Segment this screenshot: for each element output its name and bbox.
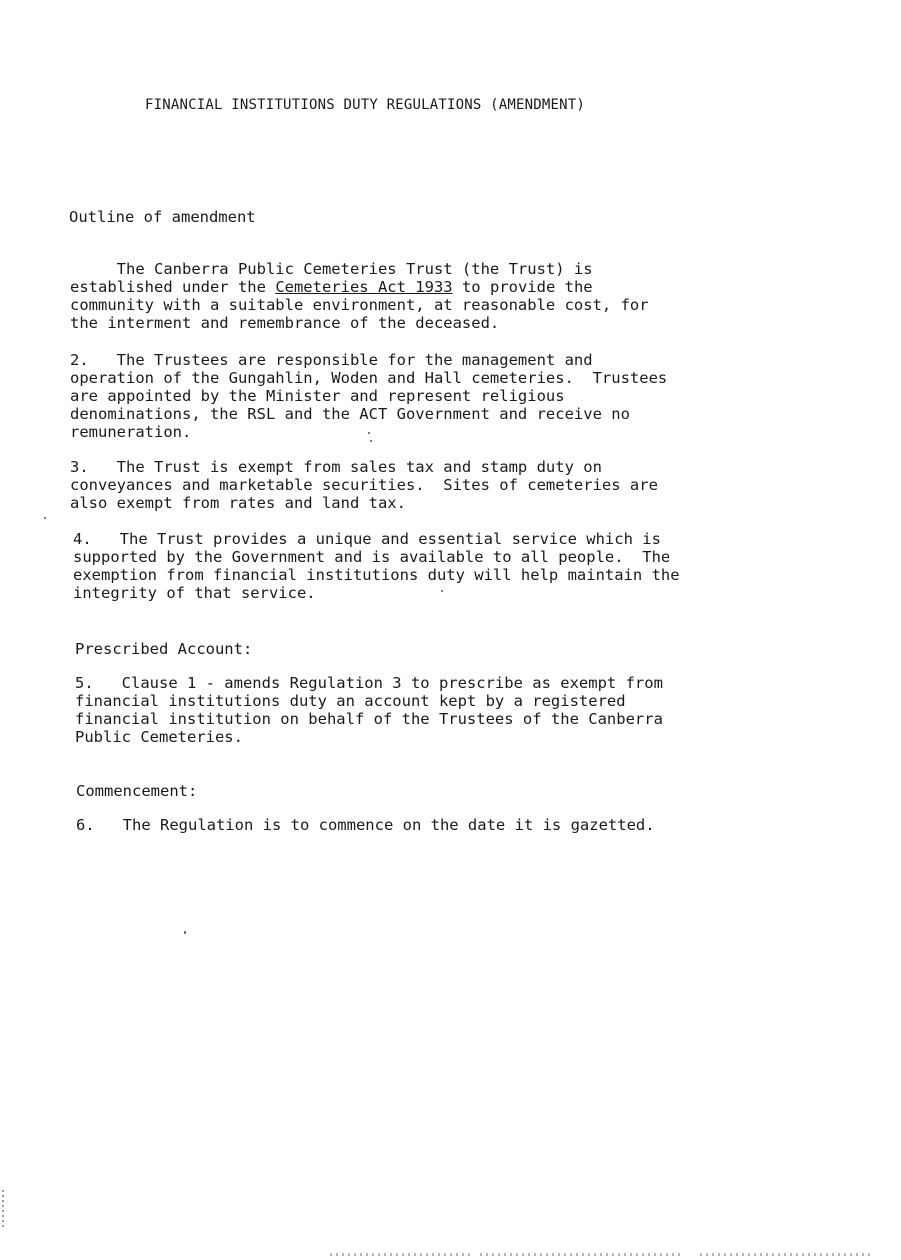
prescribed-account-heading: Prescribed Account:	[75, 640, 253, 658]
paragraph-line: also exempt from rates and land tax.	[70, 494, 406, 512]
paragraph-line: supported by the Government and is available to all people. The	[73, 548, 671, 566]
paragraph-line	[70, 278, 790, 296]
paragraph-line: The Canberra Public Cemeteries Trust (the Trust) is	[70, 260, 593, 278]
scan-speck	[368, 432, 370, 434]
paragraph-line: 2. The Trustees are responsible for the management and	[70, 351, 593, 369]
paragraph-1	[70, 260, 790, 332]
scan-speck	[44, 517, 46, 519]
paragraph-line: operation of the Gungahlin, Woden and Hall cemeteries. Trustees	[70, 369, 668, 387]
outline-heading: Outline of amendment	[69, 208, 256, 226]
paragraph-line: 3. The Trust is exempt from sales tax and stamp duty on	[70, 458, 602, 476]
scan-edge-noise	[700, 1253, 870, 1256]
scan-edge-noise	[330, 1253, 470, 1256]
paragraph-line: integrity of that service.	[73, 584, 316, 602]
paragraph-line: conveyances and marketable securities. Sites of cemeteries are	[70, 476, 658, 494]
paragraph-line: financial institution on behalf of the Trustees of the Canberra	[75, 710, 663, 728]
scan-edge-noise	[480, 1253, 680, 1256]
paragraph-line: 4. The Trust provides a unique and essential service which is	[73, 530, 661, 548]
paragraph-5	[75, 674, 795, 746]
paragraph-4	[73, 530, 793, 602]
paragraph-line: the interment and remembrance of the deceased.	[70, 314, 500, 332]
scan-speck	[441, 590, 443, 592]
paragraph-line: 6. The Regulation is to commence on the date it is gazetted.	[76, 816, 655, 834]
paragraph-3	[70, 458, 790, 512]
commencement-heading: Commencement:	[76, 782, 198, 800]
document-title: FINANCIAL INSTITUTIONS DUTY REGULATIONS (AMENDMENT)	[145, 97, 586, 113]
paragraph-line: financial institutions duty an account kept by a registered	[75, 692, 626, 710]
paragraph-line: exemption from financial institutions duty will help maintain the	[73, 566, 680, 584]
text-fragment: to provide the	[452, 278, 593, 296]
paragraph-line: are appointed by the Minister and represent religious	[70, 387, 565, 405]
paragraph-2	[70, 351, 790, 441]
scan-edge-mark	[2, 1190, 4, 1230]
scan-speck	[184, 931, 186, 934]
scan-speck	[370, 440, 372, 442]
act-title-underlined: Cemeteries Act 1933	[275, 278, 453, 296]
paragraph-line: remuneration.	[70, 423, 192, 441]
text-fragment: established under the	[70, 278, 276, 296]
paragraph-line: Public Cemeteries.	[75, 728, 243, 746]
paragraph-line: denominations, the RSL and the ACT Government and receive no	[70, 405, 630, 423]
paragraph-line: community with a suitable environment, at reasonable cost, for	[70, 296, 649, 314]
paragraph-6	[76, 816, 796, 834]
paragraph-line: 5. Clause 1 - amends Regulation 3 to prescribe as exempt from	[75, 674, 663, 692]
